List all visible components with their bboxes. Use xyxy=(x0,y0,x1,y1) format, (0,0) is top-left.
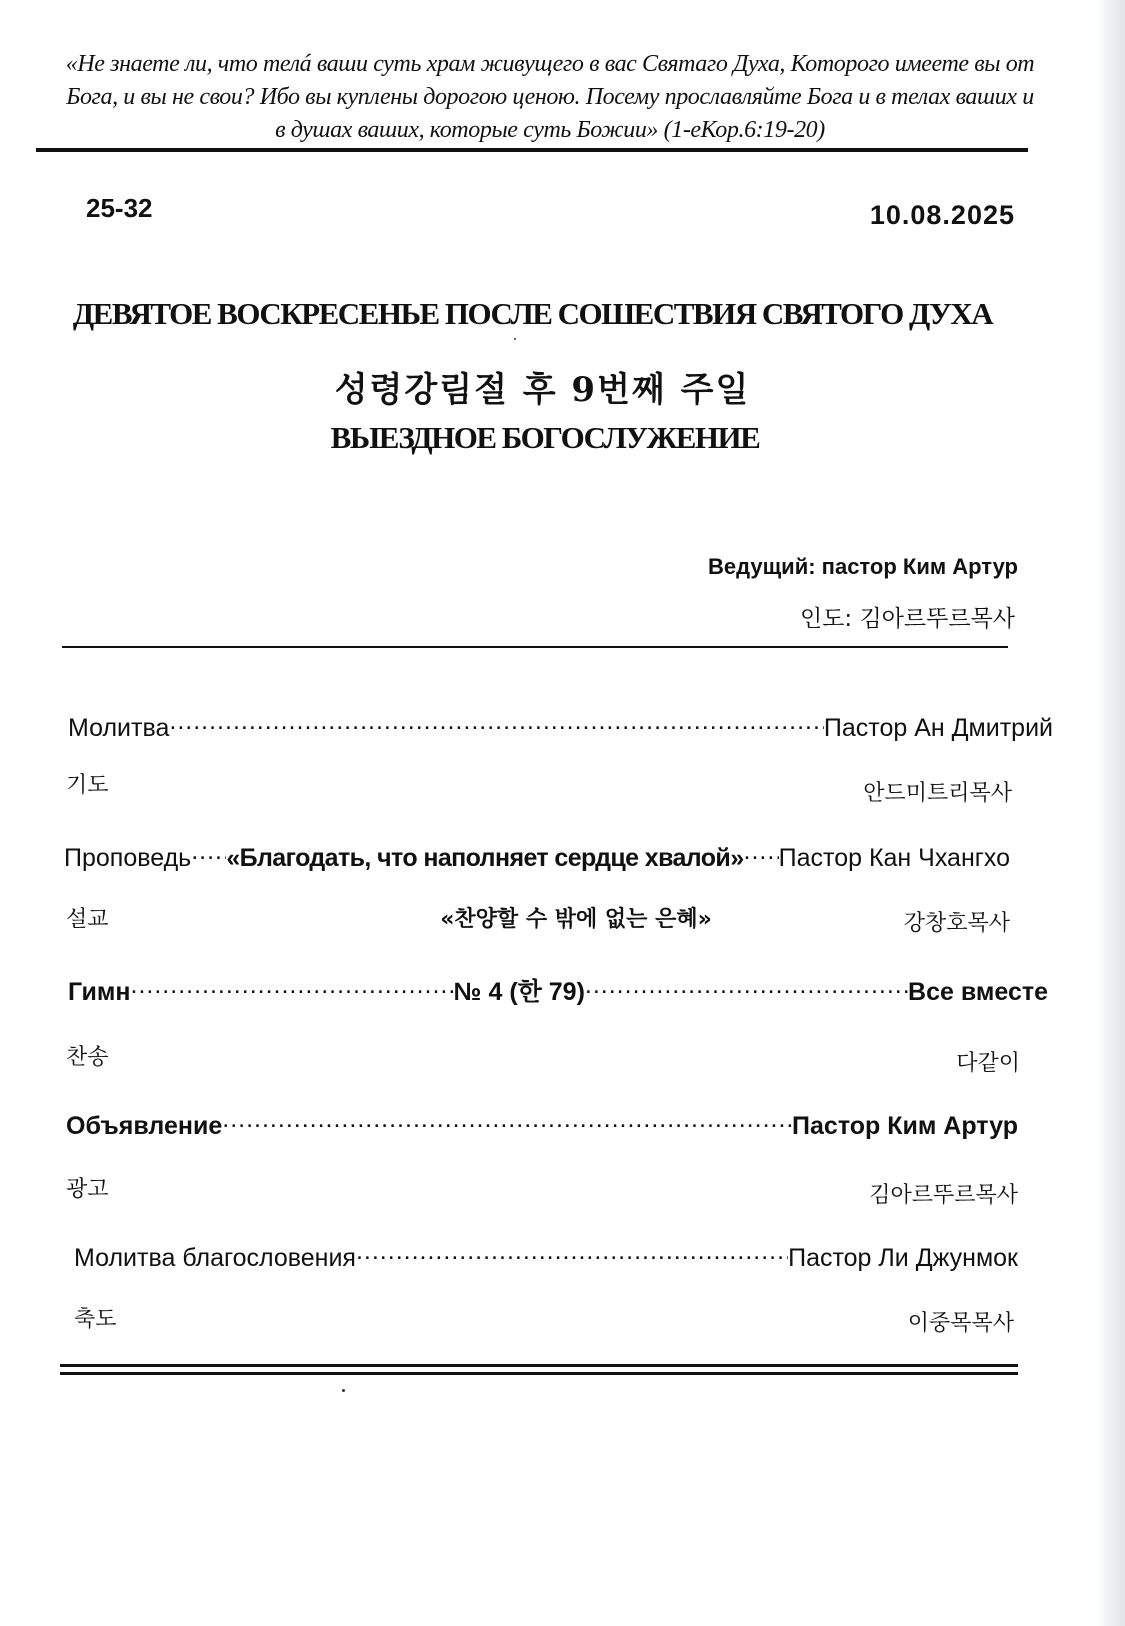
program-person: Пастор Кан Чхангхо xyxy=(778,844,1011,872)
program-person: Все вместе xyxy=(908,978,1049,1006)
program-person: Пастор Ким Артур xyxy=(792,1112,1018,1140)
hymn-number: № 4 (한 79) xyxy=(453,978,585,1006)
dot-leader xyxy=(222,1104,792,1134)
dot-leader xyxy=(131,970,454,1000)
epigraph-quote: «Не знаете ли, что телá ваши суть храм живущего в вас Святаго Духа, Которого имеете вы от Бога, и вы не свои? Ибо вы куплены дорогою ценою. Посему прославляйте Бога и в телах ваших и в душах ваших, которые суть Божии» (1-еКор.6:19-20) xyxy=(65,51,1035,143)
leader-korean: 인도: 김아르뚜르목사 xyxy=(799,606,1015,632)
program-row-announcement xyxy=(66,1104,1018,1138)
dot-leader xyxy=(169,706,824,736)
program-subrow-prayer xyxy=(66,768,1056,806)
program-item-label-ko: 축도 xyxy=(74,1307,117,1332)
program-top-divider xyxy=(62,646,1008,648)
subtitle-russian: ВЫЕЗДНОЕ БОГОСЛУЖЕНИЕ xyxy=(330,420,760,455)
program-row-hymn xyxy=(68,970,1048,1004)
program-subrow-announcement xyxy=(66,1172,1056,1206)
title-russian: ДЕВЯТОЕ ВОСКРЕСЕНЬЕ ПОСЛЕ СОШЕСТВИЯ СВЯТОГО ДУХА xyxy=(72,296,993,331)
program-item-label-ko: 설교 xyxy=(66,907,109,932)
program-item-label: Молитва xyxy=(68,714,170,742)
service-date: 10.08.2025 xyxy=(869,200,1015,230)
program-person-ko: 강창호목사 xyxy=(903,911,1010,936)
program-person-ko: 다같이 xyxy=(956,1051,1020,1076)
footer-divider-top xyxy=(60,1364,1018,1367)
header-divider xyxy=(36,148,1028,152)
sermon-theme: «Благодать, что наполняет сердце хвалой» xyxy=(226,844,744,872)
scan-speck xyxy=(342,1389,345,1392)
footer-divider-bottom xyxy=(60,1372,1018,1375)
program-item-label: Гимн xyxy=(68,978,131,1006)
leader-russian: Ведущий: пастор Ким Артур xyxy=(708,554,1018,579)
program-person: Пастор Ли Джунмок xyxy=(788,1244,1018,1272)
page-edge-shadow xyxy=(1095,0,1125,1626)
program-item-label-ko: 찬송 xyxy=(66,1045,109,1070)
program-item-label-ko: 기도 xyxy=(66,773,109,798)
program-item-label: Объявление xyxy=(66,1112,223,1140)
issue-number: 25-32 xyxy=(86,193,153,223)
program-item-label: Проповедь xyxy=(64,844,192,872)
program-subrow-hymn xyxy=(66,1040,1056,1074)
program-item-label-ko: 광고 xyxy=(66,1177,109,1202)
dot-leader xyxy=(191,836,226,866)
sermon-theme-ko: «찬양할 수 밖에 없는 은혜» xyxy=(440,907,712,932)
program-person-ko: 김아르뚜르목사 xyxy=(869,1183,1018,1208)
program-row-sermon xyxy=(64,836,1010,870)
program-person-ko: 안드미트리목사 xyxy=(863,781,1012,806)
dot-leader xyxy=(744,836,779,866)
program-subrow-benediction xyxy=(74,1302,1014,1336)
program-row-prayer xyxy=(68,706,1053,740)
program-row-benediction xyxy=(74,1236,1018,1270)
dot-leader xyxy=(356,1236,788,1266)
title-korean: 성령강림절 후 9번째 주일 xyxy=(334,370,751,410)
dot-leader xyxy=(585,970,908,1000)
program-subrow-sermon xyxy=(66,902,1056,936)
program-person-ko: 이중목목사 xyxy=(907,1311,1014,1336)
program-person: Пастор Ан Дмитрий xyxy=(823,714,1053,742)
scan-speck xyxy=(514,338,516,340)
program-item-label: Молитва благословения xyxy=(74,1244,356,1272)
